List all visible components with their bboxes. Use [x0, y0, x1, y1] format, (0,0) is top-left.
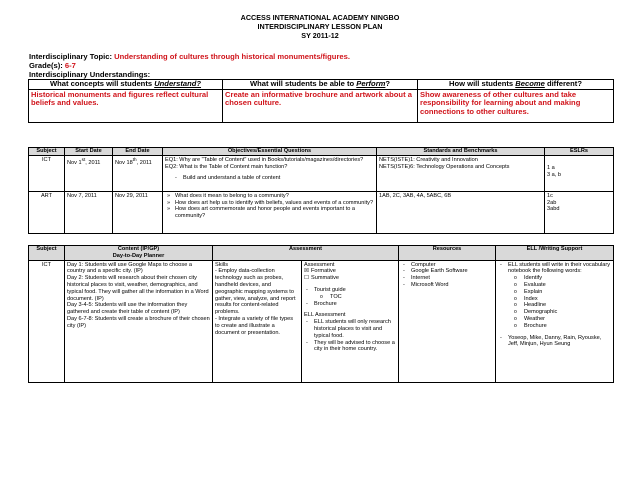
art-subject: ART: [29, 191, 65, 233]
resource-item: - Google Earth Software: [411, 268, 493, 275]
skills-title: Skills: [215, 261, 229, 268]
ict-eslr2: 3 a, b: [547, 171, 561, 178]
plan-subject: ICT: [29, 260, 65, 382]
art-q1: » What does it mean to belong to a community?: [175, 193, 374, 200]
art-eslr3: 3abd: [547, 206, 560, 213]
art-objectives: [163, 191, 377, 233]
plan-ell: [496, 260, 614, 382]
become-cell: Show awareness of other cultures and take responsibility for learning about and making connections to other cultures.: [418, 89, 614, 122]
ict-end: Nov 18th, 2011: [113, 155, 163, 191]
skill-1: - Employ data-collection technology such as probes, handheld devices, and geographic mapping systems to gather, view, analyze, and report results for content-related problems.: [215, 268, 296, 316]
ict-eq2: EQ2: What is the Table of Content main function?: [165, 163, 288, 170]
assess-tourist-guide: - Tourist guide: [314, 287, 396, 294]
ell-student-names: - Yoseop, Mike, Danny, Rain, Ryouske, Jeff, Minjun, Hyun Seung: [508, 335, 611, 349]
vocab-word: o Explain: [524, 289, 611, 296]
plan-col-resources: Resources: [399, 246, 496, 261]
assess-brochure: - Brochure: [314, 301, 396, 308]
col-objectives: Objectives/Essential Questions: [163, 148, 377, 156]
ict-std1: NETS(ISTE)1: Creativity and Innovation: [379, 156, 478, 163]
art-eslr1: 1c: [547, 192, 553, 199]
resource-item: - Microsoft Word: [411, 282, 493, 289]
col-subject: Subject: [29, 148, 65, 156]
ict-task: - Build and understand a table of content: [183, 175, 374, 182]
objectives-table: [28, 147, 614, 234]
art-q3: » How does art commemorate and honor people and events important to a community?: [175, 206, 374, 220]
become-header: How will students Become different?: [418, 80, 614, 90]
plan-skills: [213, 260, 302, 382]
ict-std2: NETS(ISTE)6: Technology Operations and Concepts: [379, 163, 510, 170]
vocab-word: o Index: [524, 296, 611, 303]
vocab-word: o Demographic: [524, 309, 611, 316]
grades-label: Grade(s):: [29, 61, 63, 70]
school-year: SY 2011-12: [301, 31, 339, 40]
understand-cell: Historical monuments and figures reflect cultural beliefs and values.: [29, 89, 223, 122]
grades-value: 6-7: [64, 61, 76, 70]
plan-ict-row: [29, 260, 614, 382]
plan-resources: [399, 260, 496, 382]
art-end: Nov 29, 2011: [113, 191, 163, 233]
resource-item: - Computer: [411, 262, 493, 269]
summative-checkbox: ☐ Summative: [304, 275, 396, 282]
understanding-table: [28, 79, 614, 123]
assessment-title: Assessment: [304, 261, 335, 268]
ict-row: [29, 155, 614, 191]
day-2: Day 2: Students will research about their chosen city historical places to visit, weather, demographics, and typical food. They will gather all the information in a Word document. (IP): [67, 275, 209, 302]
topic-line: [29, 52, 350, 61]
day-1: Day 1: Students will use Google Maps to choose a country and a specific city. (IP): [67, 261, 192, 275]
art-standards: 1AB, 2C, 3AB, 4A, 5ABC, 6B: [377, 191, 545, 233]
art-row: [29, 191, 614, 233]
art-eslrs: [545, 191, 614, 233]
art-eslr2: 2ab: [547, 199, 557, 206]
ell-intro: - ELL students will write in their vocabulary notebook the following words:: [508, 262, 611, 276]
topic-label: Interdisciplinary Topic:: [29, 52, 112, 61]
plan-col-ell: ELL /Writing Support: [496, 246, 614, 261]
understand-header: What concepts will students Understand?: [29, 80, 223, 90]
ell-assess-2: - They will be advised to choose a city in their home country.: [314, 340, 396, 354]
understandings-label: Interdisciplinary Understandings:: [29, 70, 151, 79]
col-end-date: End Date: [113, 148, 163, 156]
ict-subject: ICT: [29, 155, 65, 191]
formative-checkbox: ☒ Formative: [304, 268, 396, 275]
ict-eq1: EQ1: Why are "Table of Content" used in Books/tutorials/magazines/directories?: [165, 156, 364, 163]
perform-header: What will students be able to Perform?: [223, 80, 418, 90]
vocab-word: o Weather: [524, 316, 611, 323]
day-6-8: Day 6-7-8: Students will create a brochure of their chosen city (IP): [67, 315, 210, 329]
ict-objectives: [163, 155, 377, 191]
plan-col-content: Content (IP/GP) Day-to-Day Planner: [65, 246, 213, 261]
skill-2: - Integrate a variety of file types to create and illustrate a document or presentation.: [215, 315, 294, 336]
doc-title: INTERDISCIPLINARY LESSON PLAN: [257, 22, 383, 31]
ell-assessment-title: ELL Assessment: [304, 312, 346, 319]
plan-col-subject: Subject: [29, 246, 65, 261]
assess-toc: o TOC: [330, 294, 396, 301]
art-start: Nov 7, 2011: [65, 191, 113, 233]
ict-start: Nov 1st, 2011: [65, 155, 113, 191]
topic-value: Understanding of cultures through historical monuments/figures.: [114, 52, 350, 61]
col-eslrs: ESLRs: [545, 148, 614, 156]
ict-eslrs: [545, 155, 614, 191]
ell-assess-1: - ELL students will only research historical places to visit and typical food.: [314, 319, 396, 339]
day-3-5: Day 3-4-5: Students will use the information they gathered and create their table of content (IP): [67, 302, 188, 316]
vocab-word: o Brochure: [524, 323, 611, 330]
col-standards: Standards and Benchmarks: [377, 148, 545, 156]
plan-col-assessment: Assessment: [213, 246, 399, 261]
plan-assessment: [302, 260, 399, 382]
grades-line: [29, 61, 76, 70]
school-name: ACCESS INTERNATIONAL ACADEMY NINGBO: [240, 13, 400, 22]
ict-standards: [377, 155, 545, 191]
ict-eslr1: 1 a: [547, 164, 555, 171]
resource-item: - Internet: [411, 275, 493, 282]
planner-table: [28, 245, 614, 383]
vocab-word: o Identify: [524, 275, 611, 282]
vocab-word: o Evaluate: [524, 282, 611, 289]
plan-content: [65, 260, 213, 382]
vocab-word: o Headline: [524, 302, 611, 309]
perform-cell: Create an informative brochure and artwork about a chosen culture.: [223, 89, 418, 122]
col-start-date: Start Date: [65, 148, 113, 156]
art-q2: » How does art help us to identify with beliefs, values and events of a community?: [175, 200, 374, 207]
